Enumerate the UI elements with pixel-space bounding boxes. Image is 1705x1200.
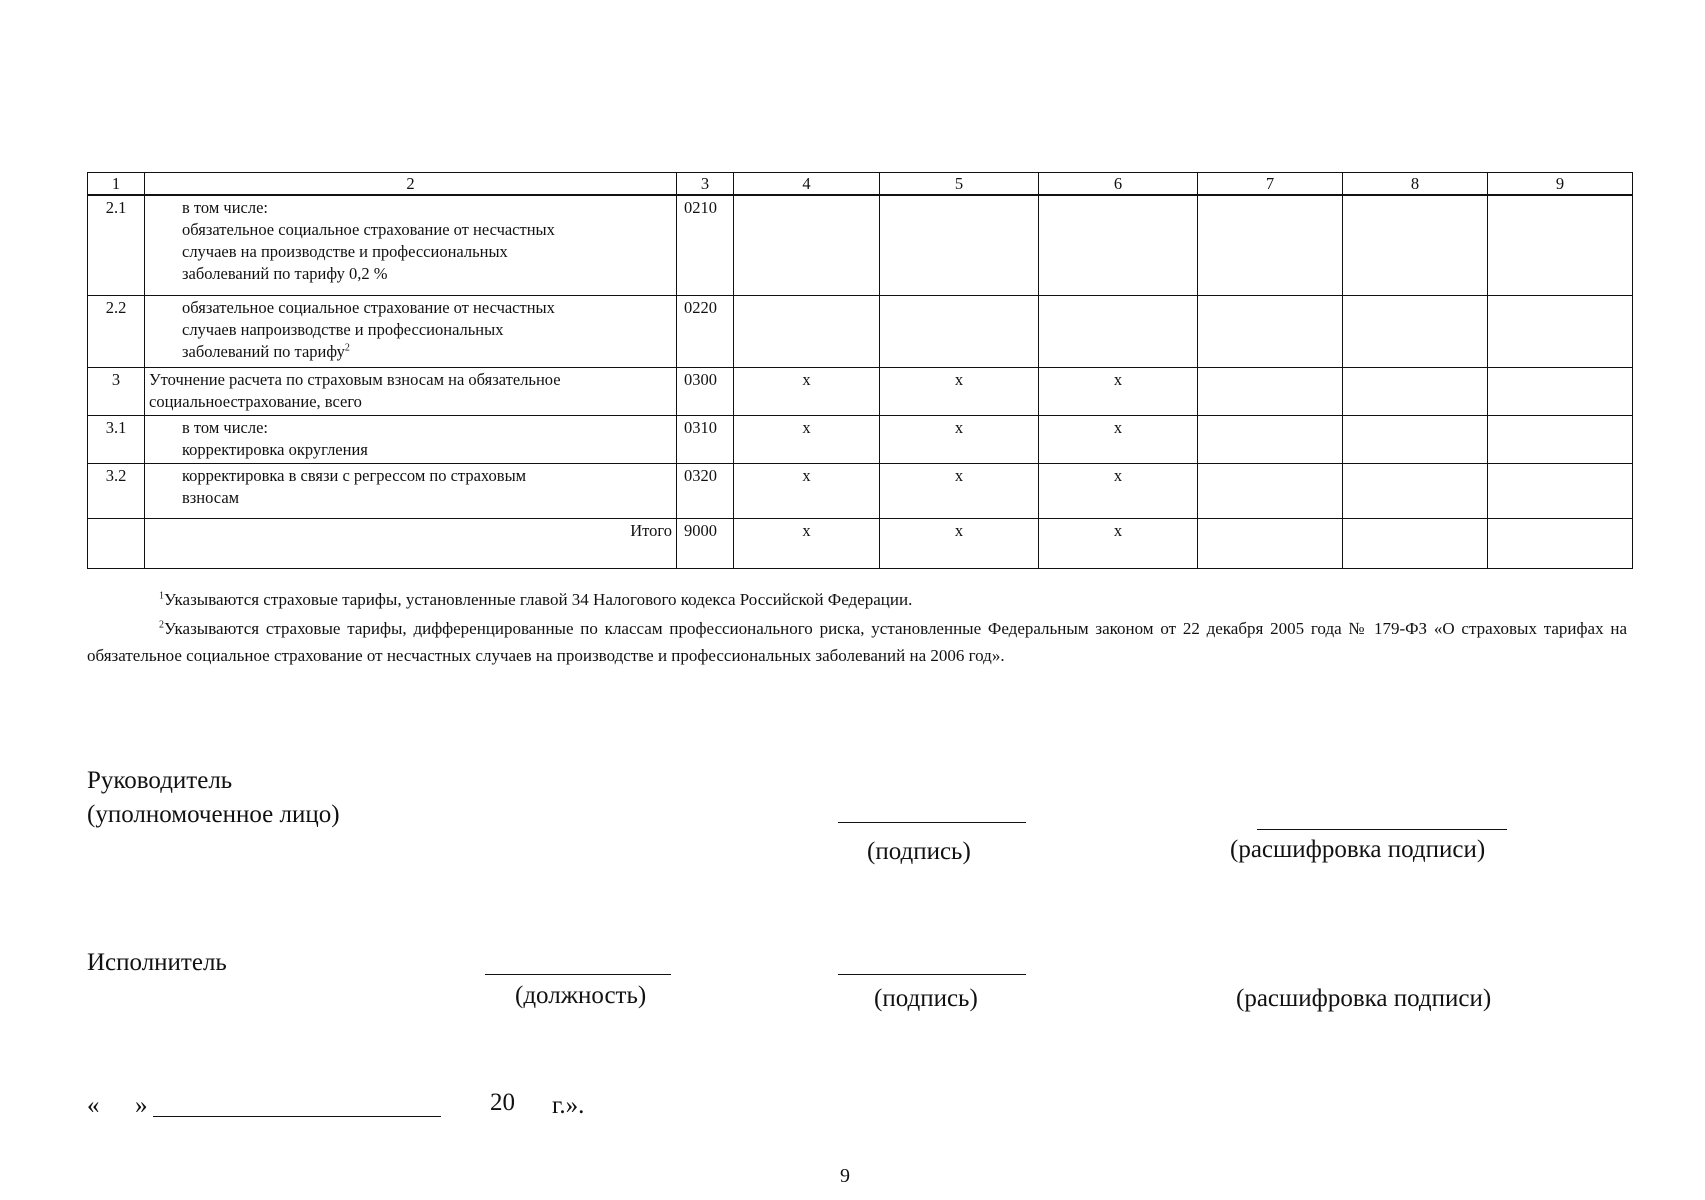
row-name-line: [149, 417, 672, 439]
table-row: [88, 415, 1633, 463]
row-code: 0300: [677, 367, 734, 415]
footnote-marker: 1: [159, 590, 164, 602]
row-name-line: [149, 263, 672, 285]
row-name-line: [149, 369, 672, 391]
data-cell: [734, 195, 880, 295]
row-number: 3: [88, 367, 145, 415]
row-name-text: Итого: [630, 520, 672, 540]
data-cell: [1343, 415, 1488, 463]
head-signature-line: [838, 822, 1026, 823]
date-open-quote: «: [87, 1092, 100, 1119]
row-name-line: [149, 197, 672, 219]
data-cell: [1198, 463, 1343, 518]
data-cell: [1488, 195, 1633, 295]
row-number: 3.2: [88, 463, 145, 518]
data-cell: х: [1039, 367, 1198, 415]
data-cell: [880, 295, 1039, 367]
data-cell: х: [734, 518, 880, 568]
data-cell: [1343, 367, 1488, 415]
table-row: [88, 463, 1633, 518]
row-name-text: заболеваний по тарифу: [182, 341, 345, 361]
column-header: 2: [145, 173, 677, 196]
row-name-line: [149, 465, 672, 487]
data-cell: х: [1039, 463, 1198, 518]
column-header: 1: [88, 173, 145, 196]
year-prefix: 20: [490, 1089, 515, 1116]
data-cell: [1198, 195, 1343, 295]
row-name: [145, 195, 677, 295]
row-name-line: [149, 341, 672, 363]
row-name-text: корректировка в связи с регрессом по страховым: [182, 465, 527, 485]
row-code: 0310: [677, 415, 734, 463]
date-close-quote: »: [135, 1092, 148, 1119]
data-cell: х: [1039, 518, 1198, 568]
data-cell: [1488, 415, 1633, 463]
head-decoding-line: [1257, 829, 1507, 830]
head-subtitle: (уполномоченное лицо): [87, 801, 340, 828]
row-name-line: [149, 319, 672, 341]
data-cell: [1198, 415, 1343, 463]
data-cell: [1343, 463, 1488, 518]
data-cell: [1488, 463, 1633, 518]
row-code: 0320: [677, 463, 734, 518]
row-name-text: в том числе:: [182, 198, 269, 217]
row-number: [88, 518, 145, 568]
data-cell: [1488, 518, 1633, 568]
row-name: [145, 463, 677, 518]
page-number: 9: [840, 1165, 850, 1187]
data-cell: [1488, 367, 1633, 415]
executor-decoding-label: (расшифровка подписи): [1236, 985, 1492, 1012]
date-line: [153, 1116, 441, 1117]
footnote-ref: 2: [344, 342, 350, 353]
row-name-line: [149, 439, 672, 461]
column-header: 7: [1198, 173, 1343, 196]
row-name-text: взносам: [182, 487, 240, 507]
column-header: 5: [880, 173, 1039, 196]
column-header: 4: [734, 173, 880, 196]
data-cell: [1343, 295, 1488, 367]
data-cell: х: [734, 367, 880, 415]
row-code: 0210: [677, 195, 734, 295]
data-cell: [1488, 295, 1633, 367]
row-name: [145, 415, 677, 463]
row-name-line: [149, 520, 672, 542]
executor-title: Исполнитель: [87, 949, 227, 976]
executor-signature-label: (подпись): [874, 985, 978, 1012]
head-decoding-label: (расшифровка подписи): [1230, 836, 1486, 863]
data-cell: х: [880, 367, 1039, 415]
footnote-2: [87, 615, 1627, 669]
row-name-text: корректировка округления: [182, 439, 368, 459]
row-name-line: [149, 391, 672, 413]
row-name-text: обязательное социальное страхование от несчастных: [182, 220, 555, 239]
position-line: [485, 974, 671, 975]
data-cell: х: [880, 415, 1039, 463]
row-name-text: в том числе:: [182, 417, 269, 437]
table-row: [88, 295, 1633, 367]
row-name-text: социальноестрахование, всего: [149, 391, 362, 411]
footnote-text: Указываются страховые тарифы, установленные главой 34 Налогового кодекса Российской Федерации.: [164, 590, 913, 609]
footnote-marker: 2: [159, 619, 164, 631]
column-header: 6: [1039, 173, 1198, 196]
row-name-line: [149, 297, 672, 319]
table-body: [88, 195, 1633, 568]
row-name-text: случаев напроизводстве и профессиональных: [182, 319, 504, 339]
executor-signature-line: [838, 974, 1026, 975]
row-name-line: [149, 487, 672, 509]
data-cell: х: [880, 463, 1039, 518]
row-code: 0220: [677, 295, 734, 367]
column-header: 9: [1488, 173, 1633, 196]
year-suffix: г.».: [552, 1092, 585, 1119]
row-number: 3.1: [88, 415, 145, 463]
report-table: [87, 172, 1633, 569]
row-number: 2.2: [88, 295, 145, 367]
row-number: 2.1: [88, 195, 145, 295]
footnote-text: Указываются страховые тарифы, дифференцированные по классам профессионального риска, установленные Федеральным законом от 22 декабря 2005 года № 179-ФЗ «О страховых тарифах на обязательное социальное страхование от несчастных случаев на производстве и профессиональных заболеваний на 2006 год».: [87, 619, 1627, 665]
data-cell: х: [734, 463, 880, 518]
table-row: [88, 367, 1633, 415]
row-name-line: [149, 241, 672, 263]
data-cell: х: [734, 415, 880, 463]
row-name-line: [149, 219, 672, 241]
data-cell: [1039, 295, 1198, 367]
row-name-text: заболеваний по тарифу 0,2 %: [182, 264, 388, 283]
column-header: 8: [1343, 173, 1488, 196]
row-name-text: случаев на производстве и профессиональных: [182, 242, 508, 261]
position-label: (должность): [515, 982, 647, 1009]
table-row: [88, 195, 1633, 295]
row-code: 9000: [677, 518, 734, 568]
data-cell: х: [1039, 415, 1198, 463]
table-header-row: [88, 173, 1633, 196]
row-name: [145, 518, 677, 568]
data-cell: х: [880, 518, 1039, 568]
row-name-text: обязательное социальное страхование от несчастных: [182, 297, 555, 317]
data-cell: [1343, 195, 1488, 295]
row-name-text: Уточнение расчета по страховым взносам на обязательное: [149, 369, 561, 389]
footnote-1: [87, 586, 1627, 613]
data-cell: [1198, 295, 1343, 367]
head-signature-label: (подпись): [867, 838, 971, 865]
data-cell: [880, 195, 1039, 295]
data-cell: [1198, 518, 1343, 568]
data-cell: [1198, 367, 1343, 415]
data-cell: [734, 295, 880, 367]
row-name: [145, 295, 677, 367]
data-cell: [1343, 518, 1488, 568]
table-row: [88, 518, 1633, 568]
data-cell: [1039, 195, 1198, 295]
row-name: [145, 367, 677, 415]
column-header: 3: [677, 173, 734, 196]
head-title: Руководитель: [87, 767, 233, 794]
